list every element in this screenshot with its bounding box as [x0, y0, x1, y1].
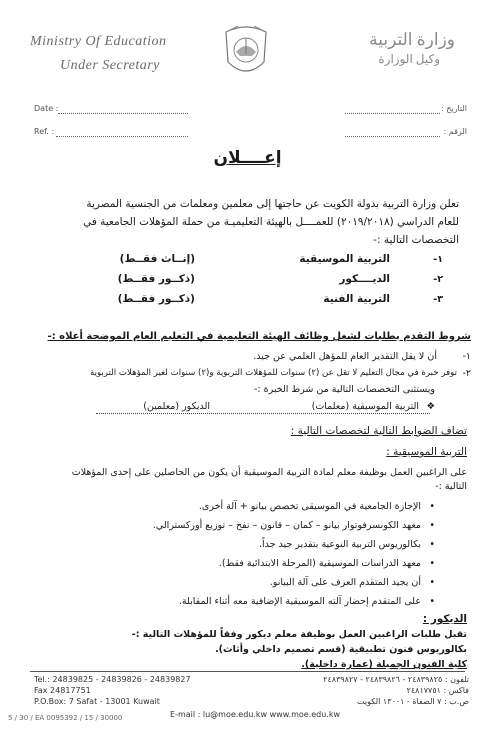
footer-pobox-ar: ص.ب : ٧ الصفاة - ١٣٠٠١ الكويت	[357, 697, 469, 706]
decor-line: تقبل طلبات الراغبين العمل بوظيفة معلم ديكور وفقاً للمؤهلات التالية :-	[131, 629, 467, 640]
bullet-icon: •	[429, 577, 435, 588]
bullet-icon: •	[429, 596, 435, 607]
page-title: إعــــلان	[213, 148, 282, 168]
intro-line-3: التخصصات التالية :-	[373, 234, 459, 246]
footer-pobox: P.O.Box: 7 Safat - 13001 Kuwait	[34, 697, 160, 706]
condition-num: ٢-	[462, 368, 471, 379]
specialty-num: ٣-	[433, 294, 443, 305]
date-label-ar: التاريخ :	[440, 104, 467, 113]
music-item: الإجازة الجامعية في الموسيقى تخصص بيانو + آلة أخرى.	[198, 501, 421, 512]
ref-label: Ref. :	[34, 127, 55, 136]
footer-tel-ar: تلفون : ٢٤٨٣٩٨٢٥ - ٢٤٨٣٩٨٢٦ - ٢٤٨٣٩٨٢٧	[323, 675, 469, 684]
decor-line: كلية الفنون الجميلة (عمارة داخلية).	[301, 659, 467, 670]
additional-title: تضاف الضوابط التالية لتخصصات التالية :	[290, 425, 467, 437]
specialty-note: (ذكــور فقــط)	[117, 293, 195, 305]
bullet-icon: •	[429, 558, 435, 569]
bullet-icon: •	[429, 520, 435, 531]
kuwait-emblem-icon	[220, 22, 272, 82]
footer-rule	[30, 671, 465, 672]
date-label: Date :	[34, 104, 59, 113]
under-secretary-ar: وكيل الوزارة	[378, 52, 440, 66]
music-item: أن يجيد المتقدم العزف على آلة البيانو.	[269, 577, 421, 588]
music-intro-2: التالية :-	[435, 481, 467, 492]
decor-line: بكالوريوس فنون تطبيقية (قسم تصميم داخلي وأثاث).	[215, 644, 467, 655]
bullet-icon: •	[429, 501, 435, 512]
ministry-ar: وزارة التربية	[369, 30, 455, 49]
music-item: معهد الكونسرفوتوار بيانو – كمان – قانون – نفخ – توزيع أوركسترالي.	[152, 520, 421, 531]
footer-fax: Fax 24817751	[34, 686, 91, 695]
music-intro-1: على الراغبين العمل بوظيفة معلم لمادة التربية الموسيقية أن يكون من الحاصلين على إحدى المؤهلات	[71, 467, 467, 478]
under-secretary-en: Under Secretary	[60, 58, 160, 73]
specialty-name: الديــــكور	[339, 273, 390, 285]
specialty-num: ١-	[433, 254, 443, 265]
intro-line-2: للعام الدراسي (٢٠١٩/٢٠١٨) للعمــــل بالهيئة التعليميـة من حملة المؤهلات الجامعية في	[83, 216, 459, 228]
specialty-note: (ذكــور فقــط)	[117, 273, 195, 285]
specialty-name: التربية الموسيقية	[299, 253, 390, 265]
ref-label-ar: الرقم :	[443, 127, 467, 136]
music-title: التربية الموسيقية :	[386, 446, 467, 458]
exception-item: التربية الموسيقية (معلمات)	[311, 401, 419, 412]
specialty-note: (إنــاث فقــط)	[119, 253, 195, 265]
ministry-en: Ministry Of Education	[30, 34, 167, 49]
dotted-divider	[96, 413, 430, 414]
music-item: على المتقدم إحضار آلته الموسيقية الإضافية معه أثناء المقابلة.	[178, 596, 421, 607]
footer-fax-ar: فاكس : ٢٤٨١٧٧٥١	[406, 686, 469, 695]
conditions-title: شروط التقدم بطلبات لشغل وظائف الهيئة التعليمية في التعليم العام الموضحة أعلاه :-	[47, 331, 471, 342]
specialty-name: التربية الفنية	[323, 293, 390, 305]
footer-tel: Tel.: 24839825 - 24839826 - 24839827	[34, 675, 191, 684]
ref-line	[56, 136, 188, 137]
form-code: 5 / 30 / EA 0095392 / 15 / 30000	[8, 714, 123, 722]
bullet-icon: •	[429, 539, 435, 550]
condition-text: توفر خبرة في مجال التعليم لا تقل عن (٢) سنوات للمؤهلات التربوية و(٢) سنوات لغير المؤهلات التربوية	[89, 368, 457, 378]
exception-item: الديكور (معلمين)	[143, 401, 210, 412]
bullet-icon: ❖	[426, 401, 435, 412]
music-item: بكالوريوس التربية النوعية بتقدير جيد جداً.	[258, 539, 421, 550]
date-line-ar	[345, 113, 440, 114]
intro-line-1: تعلن وزارة التربية بدولة الكويت عن حاجتها إلى معلمين ومعلمات من الجنسية المصرية	[86, 198, 459, 210]
specialty-num: ٢-	[433, 274, 443, 285]
exception-line: ويستثنى التخصصات التالية من شرط الخبرة :-	[253, 384, 435, 395]
date-line	[58, 113, 188, 114]
footer-email: E-mail : lu@moe.edu.kw www.moe.edu.kw	[170, 710, 341, 719]
ref-line-ar	[345, 136, 440, 137]
decor-title: الديكور :	[422, 613, 467, 625]
condition-num: ١-	[462, 351, 471, 362]
condition-text: أن لا يقل التقدير العام للمؤهل العلمي عن جيد.	[253, 351, 437, 362]
music-item: معهد الدراسات الموسيقية (المرحلة الابتدائية فقط).	[218, 558, 421, 569]
